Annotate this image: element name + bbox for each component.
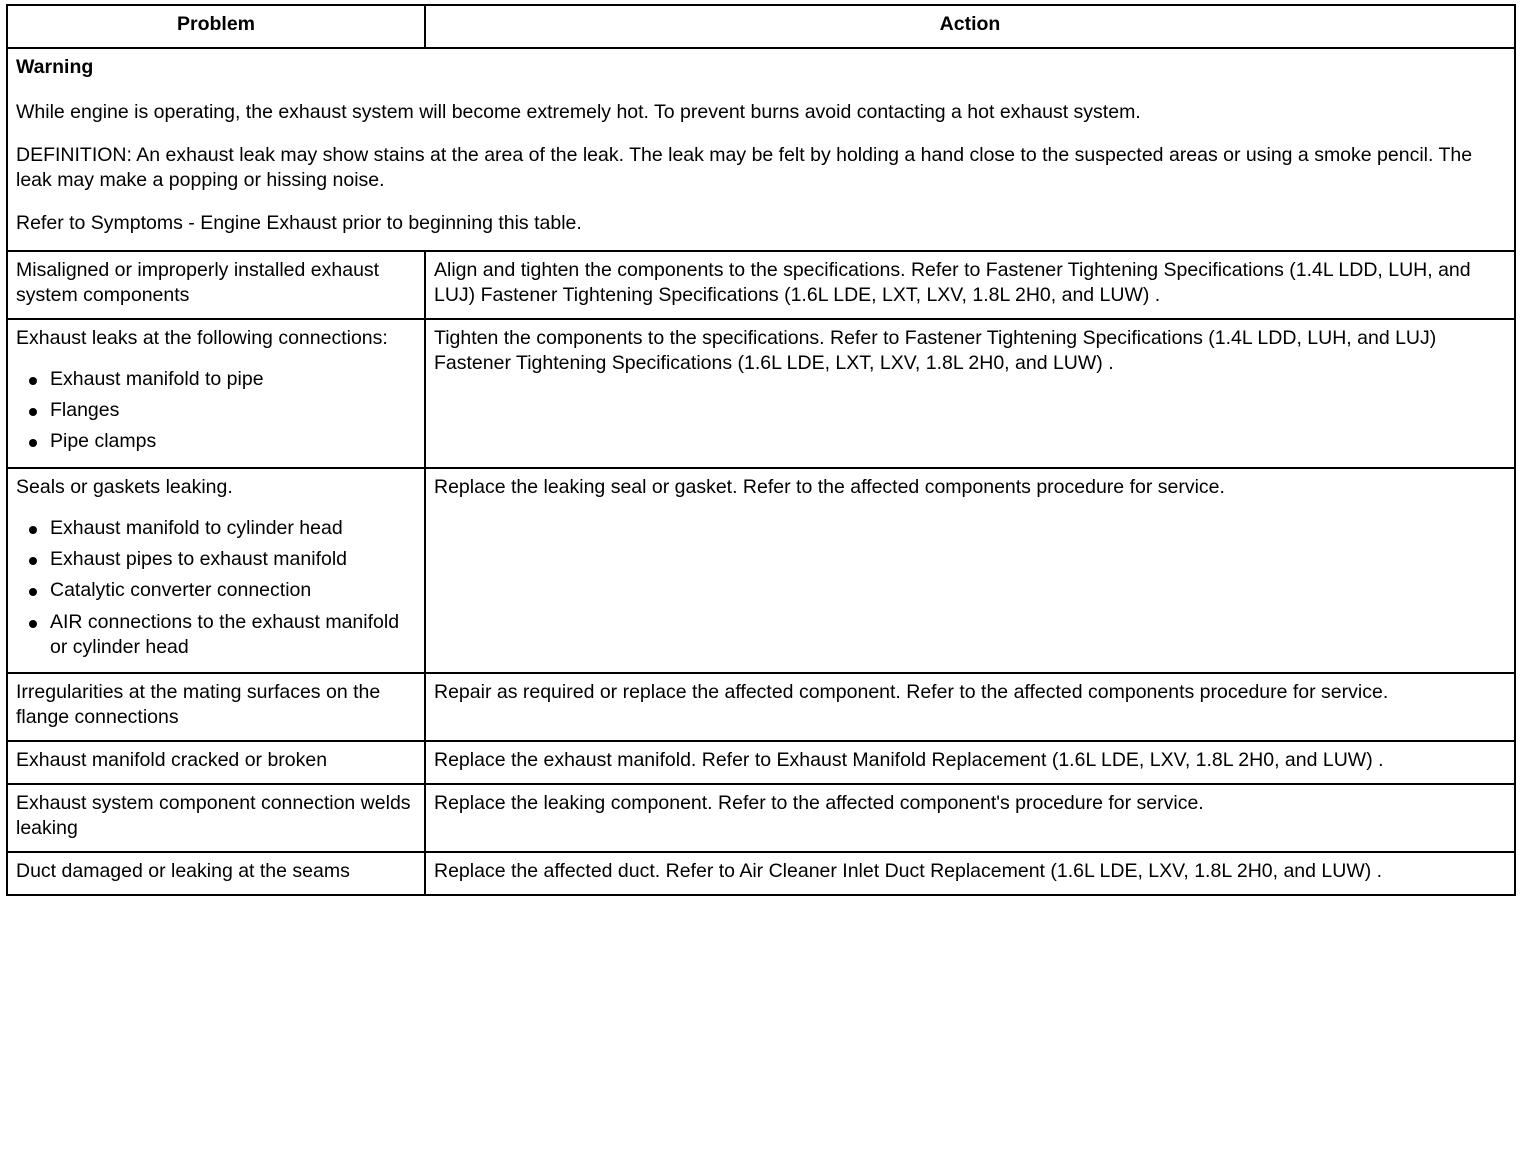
problem-cell (7, 741, 425, 784)
column-header-action: Action (425, 5, 1515, 48)
action-text: Repair as required or replace the affected component. Refer to the affected components procedure for service. (434, 681, 1389, 704)
action-cell (425, 741, 1515, 784)
problem-cell (7, 673, 425, 741)
problem-text: Seals or gaskets leaking. (16, 475, 233, 498)
problem-cell (7, 319, 425, 468)
list-item: Exhaust manifold to pipe (50, 367, 416, 392)
diagnostic-table (6, 4, 1516, 896)
action-cell (425, 251, 1515, 319)
problem-cell (7, 784, 425, 852)
list-item: Exhaust pipes to exhaust manifold (50, 547, 416, 572)
table-row (7, 251, 1515, 319)
problem-text: Exhaust system component connection welds leaking (16, 792, 411, 840)
table-row (7, 468, 1515, 674)
warning-text: While engine is operating, the exhaust system will become extremely hot. To prevent burns avoid contacting a hot exhaust system. (16, 100, 1141, 123)
action-cell (425, 468, 1515, 674)
table-header-row (7, 5, 1515, 48)
table-row (7, 741, 1515, 784)
list-item: Catalytic converter connection (50, 578, 416, 603)
action-text: Replace the exhaust manifold. Refer to Exhaust Manifold Replacement (1.6L LDE, LXV, 1.8L 2H0, and LUW) . (434, 749, 1384, 772)
action-cell (425, 852, 1515, 895)
problem-text: Irregularities at the mating surfaces on the flange connections (16, 681, 381, 729)
problem-bullet-list (16, 516, 416, 661)
table-row-note (7, 48, 1515, 251)
warning-title: Warning (16, 55, 94, 78)
table-row (7, 852, 1515, 895)
problem-text: Exhaust manifold cracked or broken (16, 749, 328, 772)
list-item: Pipe clamps (50, 429, 416, 454)
table-body (7, 48, 1515, 895)
problem-text: Exhaust leaks at the following connections: (16, 326, 388, 349)
definition-text: DEFINITION: An exhaust leak may show stains at the area of the leak. The leak may be felt by holding a hand close to the suspected areas or using a smoke pencil. The leak may make a popping or hissing noise. (16, 143, 1473, 191)
warning-note-cell (7, 48, 1515, 251)
problem-text: Misaligned or improperly installed exhaust system components (16, 258, 380, 306)
action-text: Align and tighten the components to the specifications. Refer to Fastener Tightening Specifications (1.4L LDD, LUH, and LUJ) Fastener Tightening Specifications (1.6L LDE, LXT, LXV, 1.8L 2H0, and LUW) . (434, 258, 1471, 306)
table-row (7, 319, 1515, 468)
action-text: Replace the leaking component. Refer to the affected component's procedure for service. (434, 792, 1204, 815)
problem-cell (7, 468, 425, 674)
action-cell (425, 784, 1515, 852)
table-row (7, 673, 1515, 741)
action-text: Replace the affected duct. Refer to Air Cleaner Inlet Duct Replacement (1.6L LDE, LXV, 1.8L 2H0, and LUW) . (434, 860, 1383, 883)
action-cell (425, 673, 1515, 741)
table-row (7, 784, 1515, 852)
problem-cell (7, 852, 425, 895)
list-item: AIR connections to the exhaust manifold or cylinder head (50, 610, 416, 661)
refer-text: Refer to Symptoms - Engine Exhaust prior to beginning this table. (16, 211, 582, 234)
action-text: Replace the leaking seal or gasket. Refer to the affected components procedure for service. (434, 475, 1225, 498)
list-item: Exhaust manifold to cylinder head (50, 516, 416, 541)
problem-cell (7, 251, 425, 319)
action-cell (425, 319, 1515, 468)
column-header-problem: Problem (7, 5, 425, 48)
list-item: Flanges (50, 398, 416, 423)
problem-bullet-list (16, 367, 416, 455)
action-text: Tighten the components to the specifications. Refer to Fastener Tightening Specifications (1.4L LDD, LUH, and LUJ) Fastener Tightening Specifications (1.6L LDE, LXT, LXV, 1.8L 2H0, and LUW) . (434, 326, 1437, 374)
problem-text: Duct damaged or leaking at the seams (16, 860, 350, 883)
